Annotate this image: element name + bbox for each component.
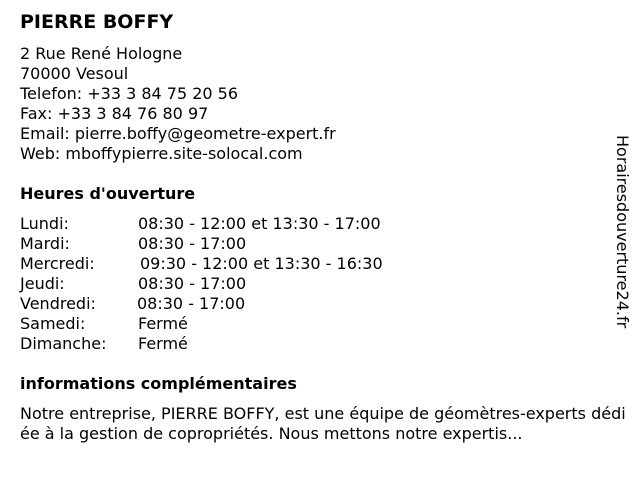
day-label: Vendredi: [20, 294, 96, 313]
day-label: Samedi: [20, 314, 86, 333]
time-value: 08:30 - 17:00 [138, 234, 247, 253]
time-value: 08:30 - 17:00 [138, 274, 247, 293]
day-label: Jeudi: [20, 274, 65, 293]
contact-block [20, 44, 336, 164]
time-value: Fermé [138, 334, 188, 353]
time-value: 08:30 - 17:00 [137, 294, 246, 313]
day-label: Mardi: [20, 234, 70, 253]
email-address: Email: pierre.boffy@geometre-expert.fr [20, 124, 336, 143]
day-label: Dimanche: [20, 334, 107, 353]
time-value: Fermé [138, 314, 188, 333]
day-label: Lundi: [20, 214, 69, 233]
business-name: PIERRE BOFFY [20, 11, 174, 33]
day-label: Mercredi: [20, 254, 95, 273]
additional-info-heading: informations complémentaires [20, 374, 297, 393]
fax-number: Fax: +33 3 84 76 80 97 [20, 104, 209, 123]
website-url: Web: mboffypierre.site-solocal.com [20, 144, 303, 163]
phone-number: Telefon: +33 3 84 75 20 56 [20, 84, 239, 103]
address-street: 2 Rue René Hologne [20, 44, 183, 63]
site-watermark: Horairesdouverture24.fr [613, 135, 632, 329]
time-value: 08:30 - 12:00 et 13:30 - 17:00 [138, 214, 381, 233]
business-description: Notre entreprise, PIERRE BOFFY, est une équipe de géomètres-experts dédiée à la gestion de copropriétés. Nous mettons notre expertis... [20, 404, 626, 443]
address-city: 70000 Vesoul [20, 64, 129, 83]
opening-hours-heading: Heures d'ouverture [20, 184, 196, 203]
time-value: 09:30 - 12:00 et 13:30 - 16:30 [140, 254, 383, 273]
